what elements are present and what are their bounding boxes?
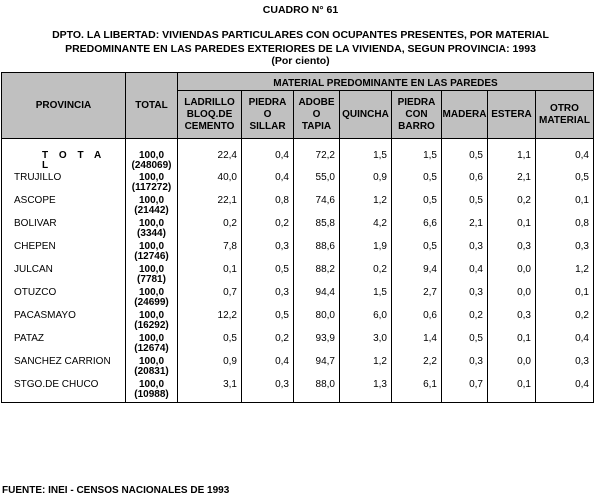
table-row xyxy=(2,242,594,265)
cell-madera: 0,3 xyxy=(442,242,488,265)
header-ladrillo: LADRILLO BLOQ.DE CEMENTO xyxy=(178,91,242,139)
cell-adobe: 94,7 xyxy=(294,357,340,380)
total-count: (3344) xyxy=(137,227,166,239)
cell-estera: 0,0 xyxy=(488,357,536,380)
cell-madera: 0,5 xyxy=(442,139,488,173)
table-title-line-2: PREDOMINANTE EN LAS PAREDES EXTERIORES DE LA VIVIENDA, SEGUN PROVINCIA: 1993 xyxy=(65,43,536,55)
cell-total xyxy=(126,173,178,196)
header-piedra-sillar: PIEDRA O SILLAR xyxy=(242,91,294,139)
cell-ladrillo: 12,2 xyxy=(178,311,242,334)
cell-piedra-barro: 0,6 xyxy=(392,311,442,334)
cell-madera: 0,2 xyxy=(442,311,488,334)
cell-estera: 0,1 xyxy=(488,334,536,357)
header-adobe: ADOBE O TAPIA xyxy=(294,91,340,139)
cell-provincia: BOLIVAR xyxy=(2,219,126,242)
cell-piedra-sillar: 0,4 xyxy=(242,173,294,196)
cell-total xyxy=(126,219,178,242)
header-piedra-barro: PIEDRA CON BARRO xyxy=(392,91,442,139)
table-row xyxy=(2,219,594,242)
cell-piedra-sillar: 0,8 xyxy=(242,196,294,219)
cell-adobe: 74,6 xyxy=(294,196,340,219)
table-row xyxy=(2,288,594,311)
cell-piedra-sillar: 0,3 xyxy=(242,242,294,265)
cell-piedra-sillar: 0,2 xyxy=(242,219,294,242)
cell-quincha: 6,0 xyxy=(340,311,392,334)
header-estera: ESTERA xyxy=(488,91,536,139)
cell-quincha: 0,9 xyxy=(340,173,392,196)
cell-total xyxy=(126,265,178,288)
cell-provincia: T O T A L xyxy=(2,139,126,173)
cell-madera: 0,3 xyxy=(442,357,488,380)
cell-madera: 2,1 xyxy=(442,219,488,242)
cell-provincia: JULCAN xyxy=(2,265,126,288)
cell-provincia: ASCOPE xyxy=(2,196,126,219)
total-count: (248069) xyxy=(131,160,172,171)
cell-adobe: 93,9 xyxy=(294,334,340,357)
cell-piedra-sillar: 0,2 xyxy=(242,334,294,357)
cell-otro: 0,4 xyxy=(536,139,594,173)
cell-piedra-sillar: 0,5 xyxy=(242,265,294,288)
cell-provincia: PATAZ xyxy=(2,334,126,357)
cell-adobe: 80,0 xyxy=(294,311,340,334)
total-count: (24699) xyxy=(134,296,169,308)
cell-otro: 0,1 xyxy=(536,196,594,219)
cell-total xyxy=(126,357,178,380)
cell-otro: 0,5 xyxy=(536,173,594,196)
cell-quincha: 4,2 xyxy=(340,219,392,242)
cell-piedra-barro: 0,5 xyxy=(392,173,442,196)
cell-estera: 1,1 xyxy=(488,139,536,173)
cell-piedra-barro: 1,5 xyxy=(392,139,442,173)
cell-piedra-sillar: 0,4 xyxy=(242,357,294,380)
cell-total xyxy=(126,196,178,219)
cell-ladrillo: 40,0 xyxy=(178,173,242,196)
cell-estera: 0,0 xyxy=(488,265,536,288)
cell-quincha: 1,2 xyxy=(340,357,392,380)
header-total: TOTAL xyxy=(126,73,178,139)
cell-otro: 0,2 xyxy=(536,311,594,334)
cell-quincha: 1,3 xyxy=(340,380,392,403)
total-percent: 100,0 xyxy=(138,217,165,229)
header-otro: OTRO MATERIAL xyxy=(536,91,594,139)
cell-piedra-barro: 6,6 xyxy=(392,219,442,242)
total-count: (12674) xyxy=(134,342,169,354)
cell-otro: 0,4 xyxy=(536,334,594,357)
cell-madera: 0,3 xyxy=(442,288,488,311)
cell-ladrillo: 0,7 xyxy=(178,288,242,311)
cell-adobe: 88,0 xyxy=(294,380,340,403)
cell-piedra-sillar: 0,3 xyxy=(242,380,294,403)
cell-otro: 0,1 xyxy=(536,288,594,311)
cell-piedra-sillar: 0,4 xyxy=(242,139,294,173)
cell-provincia: CHEPEN xyxy=(2,242,126,265)
cell-adobe: 85,8 xyxy=(294,219,340,242)
cell-provincia: STGO.DE CHUCO xyxy=(2,380,126,403)
cell-adobe: 72,2 xyxy=(294,139,340,173)
cell-piedra-barro: 0,5 xyxy=(392,242,442,265)
cell-total xyxy=(126,334,178,357)
cell-ladrillo: 0,2 xyxy=(178,219,242,242)
cell-quincha: 1,5 xyxy=(340,288,392,311)
total-percent: 100,0 xyxy=(138,332,165,344)
cell-otro: 0,4 xyxy=(536,380,594,403)
total-percent: 100,0 xyxy=(138,286,165,298)
cell-madera: 0,6 xyxy=(442,173,488,196)
cell-piedra-barro: 0,5 xyxy=(392,196,442,219)
cell-total xyxy=(126,242,178,265)
table-title-line-1: DPTO. LA LIBERTAD: VIVIENDAS PARTICULARES CON OCUPANTES PRESENTES, POR MATERIAL xyxy=(52,29,549,41)
source-footer: FUENTE: INEI - CENSOS NACIONALES DE 1993 xyxy=(2,485,230,496)
total-percent: 100,0 xyxy=(138,355,165,367)
cell-quincha: 0,2 xyxy=(340,265,392,288)
cell-estera: 0,1 xyxy=(488,219,536,242)
cell-ladrillo: 3,1 xyxy=(178,380,242,403)
cell-ladrillo: 22,4 xyxy=(178,139,242,173)
total-percent: 100,0 xyxy=(138,194,165,206)
total-percent: 100,0 xyxy=(138,378,165,390)
table-title-units: (Por ciento) xyxy=(271,55,330,67)
table-row xyxy=(2,311,594,334)
total-count: (16292) xyxy=(134,319,169,331)
table-row xyxy=(2,357,594,380)
total-count: (12746) xyxy=(134,250,169,262)
cell-estera: 2,1 xyxy=(488,173,536,196)
cell-madera: 0,4 xyxy=(442,265,488,288)
cell-ladrillo: 0,9 xyxy=(178,357,242,380)
cell-piedra-barro: 2,7 xyxy=(392,288,442,311)
table-row xyxy=(2,334,594,357)
cell-otro: 1,2 xyxy=(536,265,594,288)
cell-quincha: 1,9 xyxy=(340,242,392,265)
cell-piedra-sillar: 0,3 xyxy=(242,288,294,311)
cell-piedra-barro: 9,4 xyxy=(392,265,442,288)
total-count: (20831) xyxy=(134,365,169,377)
cell-ladrillo: 0,1 xyxy=(178,265,242,288)
cell-madera: 0,5 xyxy=(442,334,488,357)
cell-madera: 0,5 xyxy=(442,196,488,219)
header-madera: MADERA xyxy=(442,91,488,139)
cell-adobe: 55,0 xyxy=(294,173,340,196)
cell-adobe: 94,4 xyxy=(294,288,340,311)
total-count: (117272) xyxy=(131,181,172,193)
cell-quincha: 1,5 xyxy=(340,139,392,173)
cell-estera: 0,3 xyxy=(488,311,536,334)
table-row xyxy=(2,196,594,219)
cell-piedra-barro: 2,2 xyxy=(392,357,442,380)
total-percent: 100,0 xyxy=(138,240,165,252)
cell-total xyxy=(126,139,178,173)
cell-provincia: PACASMAYO xyxy=(2,311,126,334)
cell-provincia: TRUJILLO xyxy=(2,173,126,196)
total-percent: 100,0 xyxy=(138,309,165,321)
cell-piedra-barro: 1,4 xyxy=(392,334,442,357)
table-row xyxy=(2,265,594,288)
cell-estera: 0,1 xyxy=(488,380,536,403)
cell-piedra-sillar: 0,5 xyxy=(242,311,294,334)
cell-estera: 0,0 xyxy=(488,288,536,311)
table-row xyxy=(2,380,594,403)
cell-quincha: 1,2 xyxy=(340,196,392,219)
cell-total xyxy=(126,288,178,311)
total-count: (21442) xyxy=(134,204,169,216)
total-row xyxy=(2,139,594,173)
total-percent: 100,0 xyxy=(138,150,165,161)
cell-adobe: 88,6 xyxy=(294,242,340,265)
cell-ladrillo: 22,1 xyxy=(178,196,242,219)
total-count: (10988) xyxy=(134,388,169,400)
cell-quincha: 3,0 xyxy=(340,334,392,357)
cell-otro: 0,3 xyxy=(536,242,594,265)
total-percent: 100,0 xyxy=(138,171,165,183)
cell-ladrillo: 7,8 xyxy=(178,242,242,265)
cell-estera: 0,3 xyxy=(488,242,536,265)
cell-provincia: SANCHEZ CARRION xyxy=(2,357,126,380)
data-table xyxy=(1,72,594,403)
cell-total xyxy=(126,311,178,334)
cell-adobe: 88,2 xyxy=(294,265,340,288)
cell-ladrillo: 0,5 xyxy=(178,334,242,357)
header-provincia: PROVINCIA xyxy=(2,73,126,139)
total-count: (7781) xyxy=(137,273,166,285)
header-quincha: QUINCHA xyxy=(340,91,392,139)
cell-total xyxy=(126,380,178,403)
header-material-group: MATERIAL PREDOMINANTE EN LAS PAREDES xyxy=(178,73,594,91)
cell-madera: 0,7 xyxy=(442,380,488,403)
cell-otro: 0,8 xyxy=(536,219,594,242)
table-row xyxy=(2,173,594,196)
cell-provincia: OTUZCO xyxy=(2,288,126,311)
total-percent: 100,0 xyxy=(138,263,165,275)
cell-otro: 0,3 xyxy=(536,357,594,380)
cell-estera: 0,2 xyxy=(488,196,536,219)
cell-piedra-barro: 6,1 xyxy=(392,380,442,403)
cuadro-number: CUADRO N° 61 xyxy=(262,4,339,16)
